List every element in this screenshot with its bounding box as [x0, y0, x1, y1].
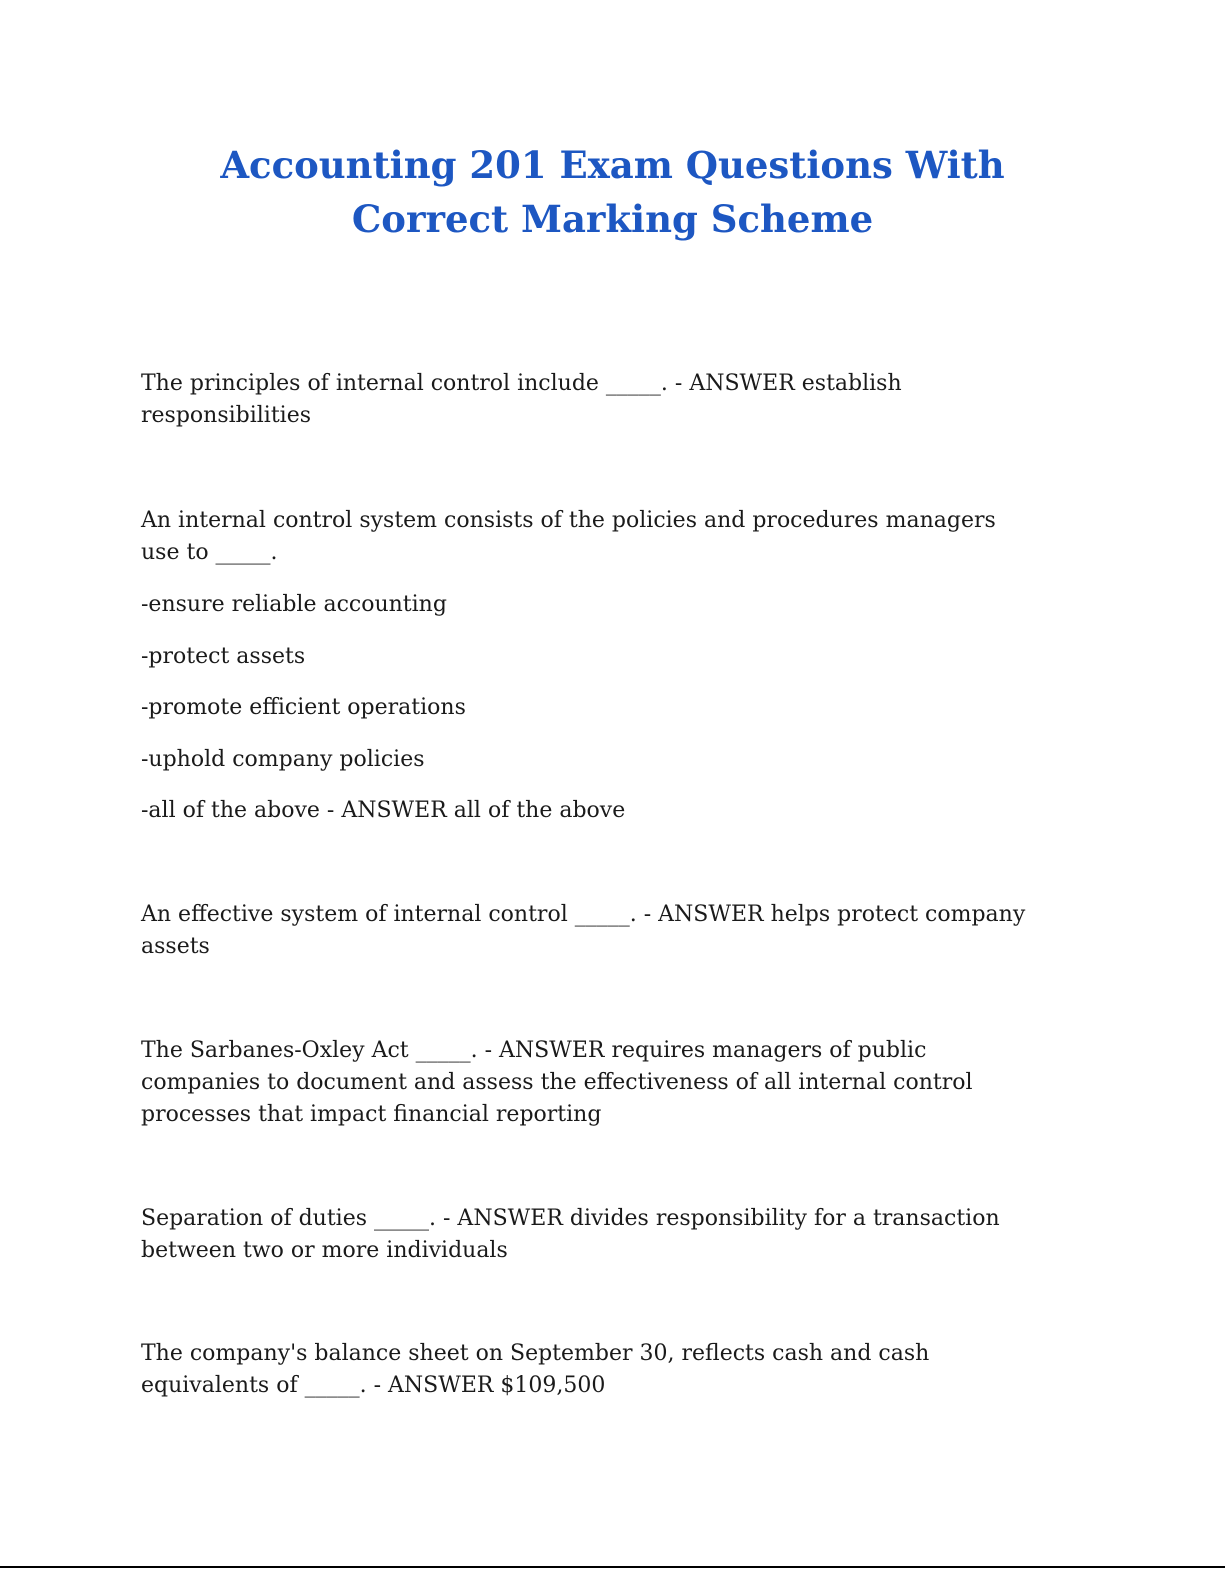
question-6-line-1: The company's balance sheet on September 30, reflects cash and cash — [141, 1341, 930, 1366]
question-4 — [141, 1035, 1101, 1131]
question-4-line-2: companies to document and assess the effectiveness of all internal control — [141, 1070, 973, 1095]
question-6 — [141, 1338, 1101, 1402]
document-title — [0, 138, 1225, 246]
question-2-option-2: -protect assets — [141, 644, 306, 669]
question-4-line-3: processes that impact financial reporting — [141, 1102, 602, 1127]
title-line-1: Accounting 201 Exam Questions With — [220, 143, 1005, 187]
question-3 — [141, 899, 1101, 963]
question-2-option-4: -uphold company policies — [141, 747, 425, 772]
question-2-option-1: -ensure reliable accounting — [141, 592, 447, 617]
question-1-line-1: The principles of internal control include _____. - ANSWER establish — [141, 371, 902, 396]
question-2-line-2: use to _____. — [141, 540, 278, 565]
question-3-line-2: assets — [141, 934, 210, 959]
question-2-option-3: -promote efficient operations — [141, 695, 466, 720]
question-6-line-2: equivalents of _____. - ANSWER $109,500 — [141, 1373, 606, 1398]
question-5-line-1: Separation of duties _____. - ANSWER divides responsibility for a transaction — [141, 1206, 1000, 1231]
question-5 — [141, 1203, 1101, 1267]
question-2 — [141, 505, 1101, 569]
page-bottom-rule — [0, 1566, 1225, 1568]
question-2-line-1: An internal control system consists of the policies and procedures managers — [141, 508, 996, 533]
question-2-option-5: -all of the above - ANSWER all of the above — [141, 798, 626, 823]
title-line-2: Correct Marking Scheme — [351, 197, 874, 241]
question-1 — [141, 368, 1101, 432]
question-5-line-2: between two or more individuals — [141, 1238, 508, 1263]
question-4-line-1: The Sarbanes-Oxley Act _____. - ANSWER requires managers of public — [141, 1038, 927, 1063]
question-1-line-2: responsibilities — [141, 403, 312, 428]
question-3-line-1: An effective system of internal control _____. - ANSWER helps protect company — [141, 902, 1026, 927]
